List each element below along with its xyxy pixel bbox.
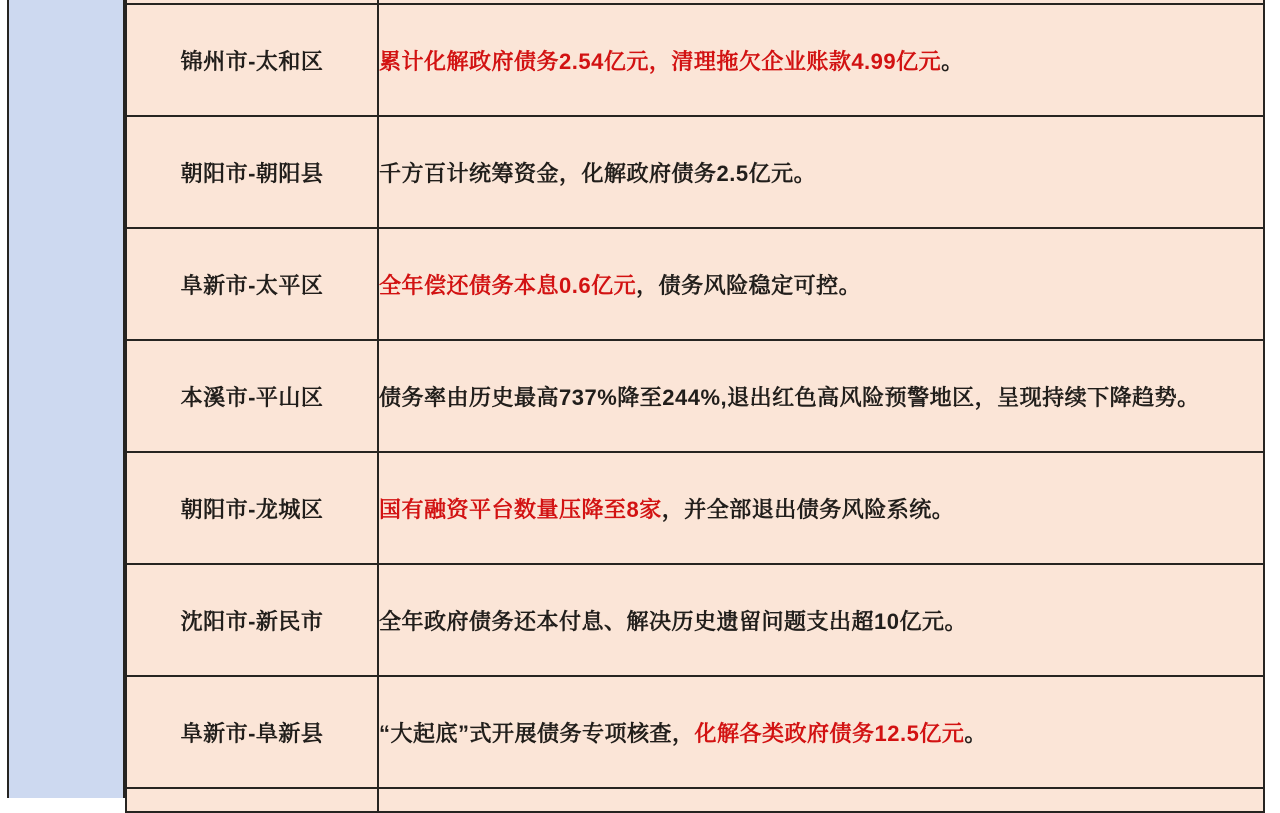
region-label: 本溪市-平山区 [180, 384, 324, 410]
description-text [379, 385, 1200, 410]
debt-resolution-table [125, 0, 1265, 813]
region-label: 阜新市-阜新县 [180, 720, 324, 746]
sidebar-column [7, 0, 125, 798]
table-row [126, 4, 1264, 116]
description-segment-black: 债务率由历史最高737%降至244%,退出红色高风险预警地区，呈现持续下降趋势。 [379, 384, 1200, 410]
region-cell [126, 564, 378, 676]
description-segment-black: ，债务风险稳定可控。 [636, 272, 862, 298]
description-segment-black: 全年政府债务还本付息、解决历史遗留问题支出超10亿元。 [379, 608, 967, 634]
description-cell [378, 4, 1264, 116]
region-label: 阜新市-太平区 [180, 272, 324, 298]
description-segment-black: 千方百计统筹资金，化解政府债务2.5亿元。 [379, 160, 817, 186]
region-label: 沈阳市-新民市 [180, 608, 324, 634]
description-cell [378, 116, 1264, 228]
region-cell [126, 116, 378, 228]
description-text [379, 721, 987, 746]
region-cell [126, 4, 378, 116]
region-cell [126, 340, 378, 452]
description-cell [378, 564, 1264, 676]
table-row [126, 564, 1264, 676]
description-segment-red: 累计化解政府债务2.54亿元，清理拖欠企业账款4.99亿元 [379, 48, 942, 74]
table-row [126, 228, 1264, 340]
description-segment-black: ，并全部退出债务风险系统。 [661, 496, 955, 522]
description-segment-black: 。 [964, 720, 987, 746]
table-row [126, 452, 1264, 564]
region-label: 朝阳市-龙城区 [180, 496, 324, 522]
region-cell [126, 676, 378, 788]
description-segment-red: 全年偿还债务本息0.6亿元 [379, 272, 637, 298]
description-cell [378, 340, 1264, 452]
table-row [126, 676, 1264, 788]
region-label: 朝阳市-朝阳县 [180, 160, 324, 186]
description-segment-black: 。 [941, 48, 964, 74]
description-cell [378, 452, 1264, 564]
table-row [126, 116, 1264, 228]
description-text [379, 609, 967, 634]
table-row [126, 340, 1264, 452]
description-text [379, 497, 954, 522]
region-cell [126, 228, 378, 340]
description-text [379, 273, 861, 298]
description-text [379, 49, 964, 74]
description-text [379, 161, 816, 186]
description-cell [378, 676, 1264, 788]
description-segment-red: 化解各类政府债务12.5亿元 [694, 720, 965, 746]
description-segment-black: “大起底”式开展债务专项核查， [379, 720, 695, 746]
region-cell [126, 452, 378, 564]
description-cell [378, 228, 1264, 340]
region-label: 锦州市-太和区 [180, 48, 324, 74]
description-segment-red: 国有融资平台数量压降至8家 [379, 496, 662, 522]
